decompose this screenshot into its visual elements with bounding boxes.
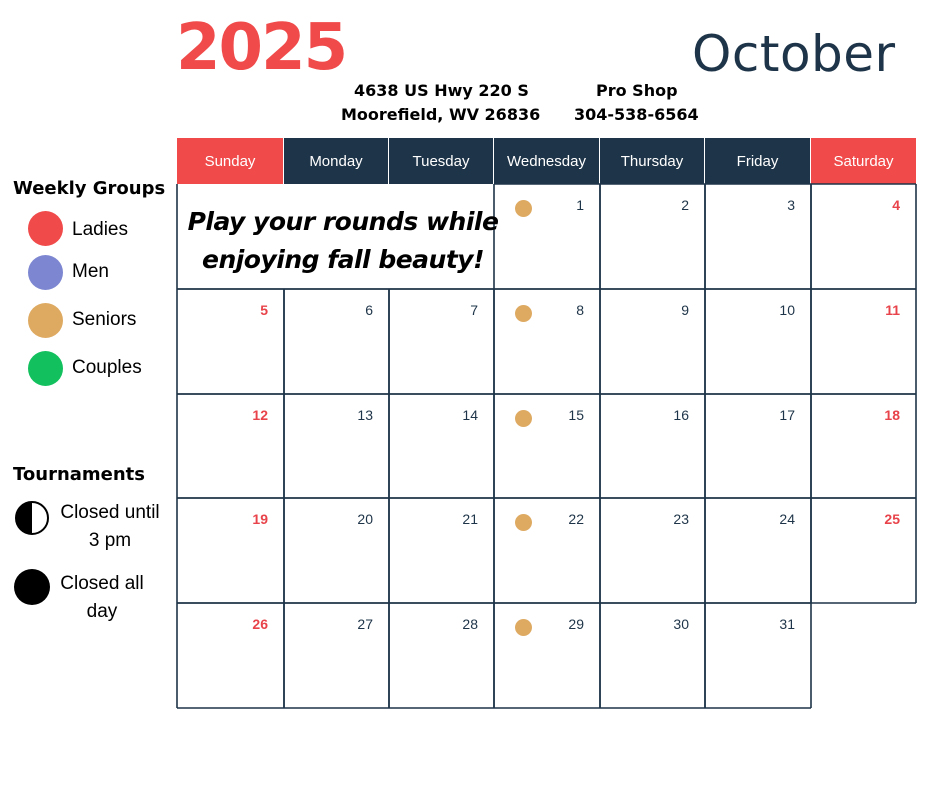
closed-all-day-label <box>50 570 154 626</box>
weekday-header-thursday: Thursday <box>600 138 705 184</box>
day-number: 27 <box>357 616 373 632</box>
seniors-dot-icon <box>515 305 532 322</box>
day-number: 13 <box>357 407 373 423</box>
day-number: 21 <box>462 511 478 527</box>
weekday-header-wednesday: Wednesday <box>494 138 600 184</box>
day-number: 2 <box>681 197 689 213</box>
day-number: 23 <box>673 511 689 527</box>
day-number: 25 <box>884 511 900 527</box>
weekday-header-monday: Monday <box>284 138 389 184</box>
day-number: 19 <box>252 511 268 527</box>
day-number: 17 <box>779 407 795 423</box>
day-number: 12 <box>252 407 268 423</box>
day-number: 28 <box>462 616 478 632</box>
weekday-header-saturday: Saturday <box>811 138 916 184</box>
legend-label-couples: Couples <box>72 357 142 378</box>
weekday-header-sunday: Sunday <box>177 138 284 184</box>
address-line-2: Moorefield, WV 26836 <box>341 105 541 124</box>
closed-all-day-line-2: day <box>86 601 118 622</box>
day-number: 4 <box>892 197 900 213</box>
weekly-groups-title: Weekly Groups <box>13 178 166 199</box>
seniors-dot-icon <box>515 200 532 217</box>
seniors-dot-icon <box>515 410 532 427</box>
closed-until-label <box>50 499 170 555</box>
closed-until-line-2: 3 pm <box>88 530 132 551</box>
half-circle-icon <box>14 500 50 536</box>
day-number: 7 <box>470 302 478 318</box>
legend-label-seniors: Seniors <box>72 309 137 330</box>
promo-line-1: Play your rounds while <box>187 207 499 236</box>
day-number: 1 <box>576 197 584 213</box>
address-line-1: 4638 US Hwy 220 S <box>354 81 529 100</box>
closed-until-line-1: Closed until <box>60 502 160 523</box>
promo-message <box>178 203 508 279</box>
day-number: 11 <box>885 302 900 318</box>
day-number: 6 <box>365 302 373 318</box>
men-dot-icon <box>28 255 63 290</box>
seniors-dot-icon <box>515 619 532 636</box>
day-number: 10 <box>779 302 795 318</box>
pro-shop-phone: 304-538-6564 <box>574 105 699 124</box>
couples-dot-icon <box>28 351 63 386</box>
ladies-dot-icon <box>28 211 63 246</box>
day-number: 3 <box>787 197 795 213</box>
day-number: 16 <box>673 407 689 423</box>
tournaments-title: Tournaments <box>13 464 146 485</box>
day-number: 30 <box>673 616 689 632</box>
day-number: 26 <box>252 616 268 632</box>
day-number: 29 <box>568 616 584 632</box>
weekday-header-friday: Friday <box>705 138 811 184</box>
year-heading: 2025 <box>176 11 347 85</box>
day-number: 18 <box>884 407 900 423</box>
month-heading: October <box>692 25 896 83</box>
legend-label-ladies: Ladies <box>72 219 128 240</box>
day-number: 24 <box>779 511 795 527</box>
day-number: 14 <box>462 407 478 423</box>
promo-line-2: enjoying fall beauty! <box>201 245 485 274</box>
legend-label-men: Men <box>72 261 109 282</box>
day-number: 15 <box>568 407 584 423</box>
day-number: 5 <box>260 302 268 318</box>
day-number: 8 <box>576 302 584 318</box>
weekday-header-tuesday: Tuesday <box>389 138 494 184</box>
day-number: 9 <box>681 302 689 318</box>
pro-shop-label: Pro Shop <box>596 81 678 100</box>
black-circle-icon <box>13 568 51 606</box>
closed-all-day-line-1: Closed all <box>60 573 144 594</box>
seniors-dot-icon <box>515 514 532 531</box>
day-number: 31 <box>779 616 795 632</box>
day-number: 20 <box>357 511 373 527</box>
day-number: 22 <box>568 511 584 527</box>
seniors-dot-icon <box>28 303 63 338</box>
